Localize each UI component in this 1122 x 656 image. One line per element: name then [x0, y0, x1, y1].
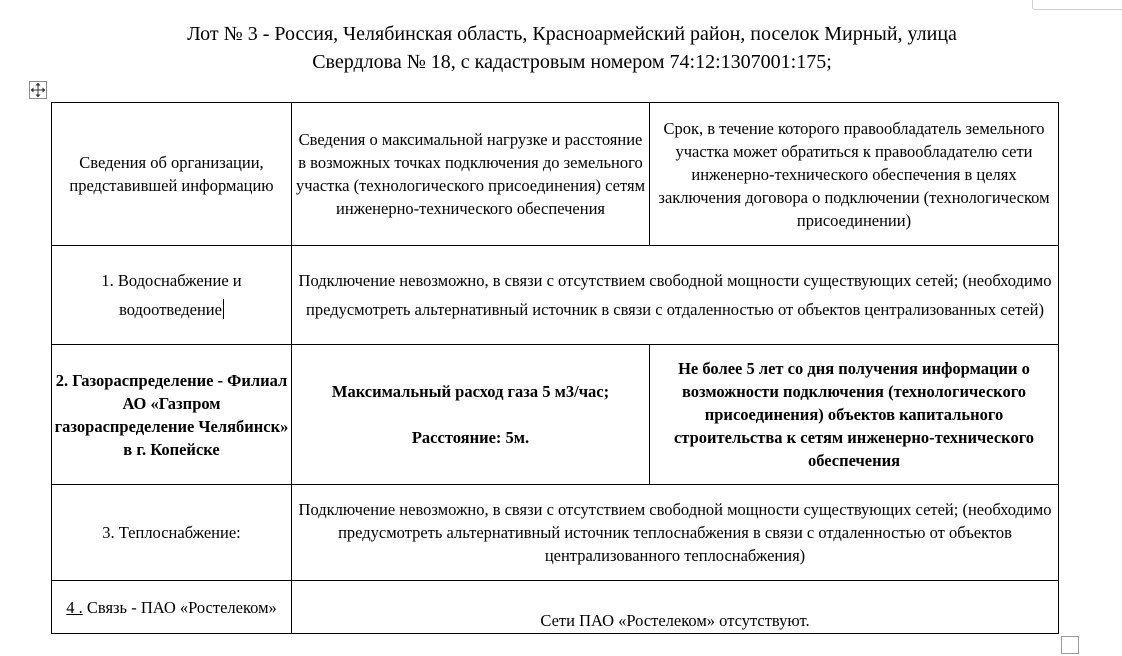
table-header-row: [52, 103, 1059, 246]
header-load: Сведения о максимальной нагрузке и расстояние в возможных точках подключения до земельного участка (технологического присоединения) сетям инженерно-технического обеспечения: [292, 103, 650, 246]
utilities-table: [51, 102, 1059, 634]
document-heading: [0, 20, 1122, 76]
row-water-org: 1. Водоснабжение и водоотведение: [52, 246, 292, 345]
row-telecom-info: Сети ПАО «Ростелеком» отсутствуют.: [292, 581, 1059, 634]
row-heat-info: Подключение невозможно, в связи с отсутствием свободной мощности существующих сетей; (необходимо предусмотреть альтернативный источник теплоснабжения в связи с отдаленностью от объектов централизованного теплоснабжения): [292, 485, 1059, 581]
header-term: Срок, в течение которого правообладатель земельного участка может обратиться к правообладателю сети инженерно-технического обеспечения в целях заключения договора о подключении (технологическом присоединении): [650, 103, 1059, 246]
row-gas-load: [292, 345, 650, 485]
text-cursor: [223, 299, 224, 319]
table-row-water: [52, 246, 1059, 345]
top-frame-edge: [1032, 0, 1122, 10]
row-water-info: Подключение невозможно, в связи с отсутствием свободной мощности существующих сетей; (необходимо предусмотреть альтернативный источник в связи с отдаленностью от объектов централизованных сетей): [292, 246, 1059, 345]
table-resize-handle-icon[interactable]: [1061, 636, 1079, 654]
gas-distance: Расстояние: 5м.: [411, 428, 530, 447]
table-row-heat: [52, 485, 1059, 581]
row-gas-term: Не более 5 лет со дня получения информации о возможности подключения (технологического присоединения) объектов капитального строительства к сетям инженерно-технического обеспечения: [650, 345, 1059, 485]
heading-line-2: Свердлова № 18, с кадастровым номером 74:12:1307001:175;: [312, 51, 832, 73]
table-row-telecom: [52, 581, 1059, 634]
gas-consumption: Максимальный расход газа 5 м3/час;: [331, 382, 610, 401]
telecom-org-name: Связь - ПАО «Ростелеком»: [82, 597, 277, 617]
table-row-gas: [52, 345, 1059, 485]
table-move-handle-icon[interactable]: [29, 81, 47, 99]
row-gas-org: 2. Газораспределение - Филиал АО «Газпром газораспределение Челябинск» в г. Копейске: [52, 345, 292, 485]
row-telecom-org: [52, 581, 292, 634]
heading-line-1: Лот № 3 - Россия, Челябинская область, Красноармейский район, поселок Мирный, улица: [187, 23, 957, 45]
telecom-number: 4 .: [66, 597, 83, 617]
header-org: Сведения об организации, представившей информацию: [52, 103, 292, 246]
row-heat-org: 3. Теплоснабжение:: [52, 485, 292, 581]
